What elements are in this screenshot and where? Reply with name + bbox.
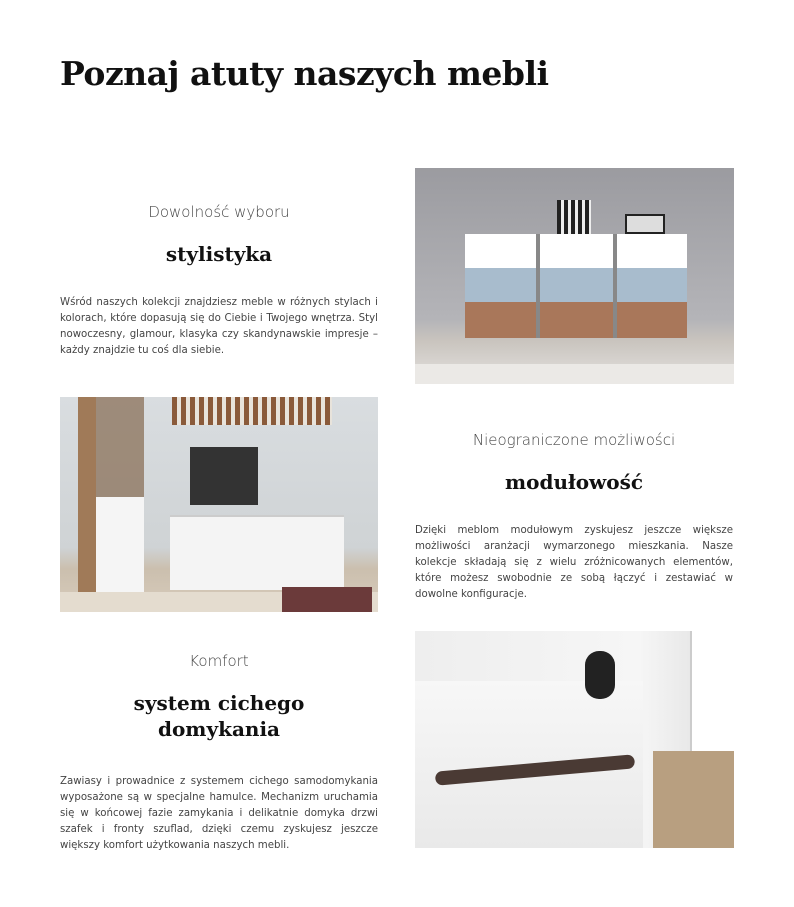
section-text: Zawiasy i prowadnice z systemem cichego samodomykania wyposażone są w specjalne hamulce. Mechanizm uruchamia się w końcowej fazie zamykania i delikatnie domyka drzwi szafek i fronty szuflad, dzięki czemu zyskujesz jeszcze większy komfort użytkowania naszych mebli. — [60, 776, 378, 851]
section-komfort — [60, 652, 378, 854]
section-stylistyka — [60, 203, 378, 359]
section-subtitle: Nieograniczone możliwości — [472, 431, 676, 449]
section-heading: modułowość — [504, 470, 644, 494]
section-text: Dzięki meblom modułowym zyskujesz jeszcze większe możliwości aranżacji wymarzonego mieszkania. Nasze kolekcje składają się z wielu zróżnicowanych elementów, które możesz swobodnie ze sobą łączyć i zestawiać w dowolne konfiguracje. — [415, 525, 733, 600]
section-heading: stylistyka — [165, 242, 273, 266]
section-modulowosc — [415, 431, 733, 603]
section-subtitle: Komfort — [189, 652, 249, 670]
sideboard-photo — [415, 168, 734, 384]
section-subtitle: Dowolność wyboru — [148, 203, 290, 221]
section-text: Wśród naszych kolekcji znajdziesz meble w różnych stylach i kolorach, które dopasują się do Ciebie i Twojego wnętrza. Styl nowoczesny, glamour, klasyka czy skandynawskie impresje – każdy znajdzie tu coś dla siebie. — [60, 297, 378, 356]
page-title: Poznaj atuty naszych mebli — [60, 54, 549, 93]
white-cabinet-photo — [415, 631, 734, 848]
living-room-photo — [60, 397, 378, 612]
section-heading: system cichego domykania — [133, 691, 305, 741]
